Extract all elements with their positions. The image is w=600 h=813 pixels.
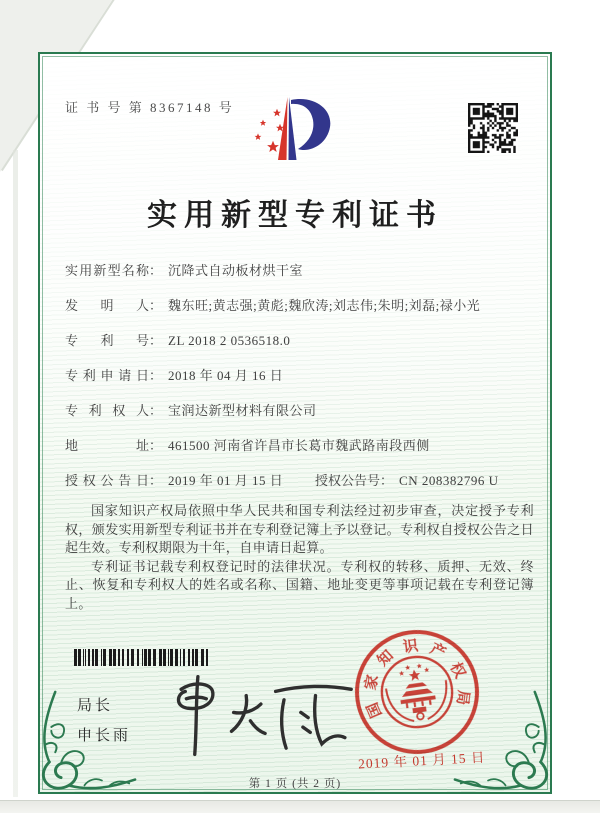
field-label: 实用新型名称 [65, 263, 149, 278]
seal-ring-char: 产 [427, 640, 448, 662]
field-colon: ： [149, 473, 163, 488]
field-colon: ： [380, 473, 394, 488]
photo-bottom-edge [0, 800, 600, 813]
field-row-patent-number [65, 330, 532, 351]
field-value: CN 208382796 U [399, 473, 499, 488]
field-label: 专利号 [65, 333, 149, 348]
grant-number-field [315, 470, 498, 491]
certificate-frame [38, 52, 552, 794]
field-list [65, 260, 532, 505]
field-row-address [65, 435, 532, 456]
corner-flourish-right-icon [452, 688, 564, 800]
field-label: 发明人 [65, 298, 149, 313]
field-colon: ： [149, 263, 163, 278]
field-label: 授权公告号 [315, 473, 381, 488]
field-label: 授权公告日 [65, 473, 149, 488]
field-label: 专利申请日 [65, 368, 149, 383]
grant-date-field [65, 473, 283, 488]
qr-code [468, 103, 518, 153]
legal-paragraph-1: 国家知识产权局依照中华人民共和国专利法经过初步审查，决定授予专利权，颁发实用新型专利证书并在专利登记簿上予以登记。专利权自授权公告之日起生效。专利权期限为十年，自申请日起算。 [65, 503, 535, 555]
page-footer: 第 1 页 (共 2 页) [248, 778, 342, 790]
field-row-filing-date [65, 365, 532, 386]
field-label: 地址 [65, 438, 149, 453]
field-value: 魏东旺;黄志强;黄彪;魏欣涛;刘志伟;朱明;刘磊;禄小光 [168, 298, 481, 313]
field-colon: ： [149, 298, 163, 313]
certificate-number: 证 书 号 第 8367148 号 [65, 100, 235, 115]
field-colon: ： [149, 333, 163, 348]
field-row-name [65, 260, 532, 281]
seal-ring-char: 识 [402, 637, 420, 656]
field-value: 宝润达新型材料有限公司 [168, 403, 317, 418]
signer-title: 局长 [77, 698, 114, 714]
legal-paragraph-2: 专利证书记载专利权登记时的法律状况。专利权的转移、质押、无效、终止、恢复和专利权人的姓名或名称、国籍、地址变更等事项记载在专利登记簿上。 [65, 558, 534, 611]
paper-left-edge [13, 150, 18, 797]
field-label: 专利权人 [65, 403, 149, 418]
field-row-inventors [65, 295, 532, 316]
field-value: 2018 年 04 月 16 日 [168, 368, 284, 383]
signer-name: 申长雨 [77, 728, 132, 744]
seal-date: 2019 年 01 月 15 日 [357, 749, 486, 772]
seal-ring-char: 权 [446, 660, 468, 682]
field-value: 2019 年 01 月 15 日 [168, 473, 284, 488]
grant-row [65, 470, 532, 491]
field-colon: ： [149, 438, 163, 453]
cnipa-logo-icon [245, 76, 349, 188]
field-value: ZL 2018 2 0536518.0 [168, 333, 291, 348]
seal-ring-char: 局 [453, 689, 472, 706]
national-emblem-icon [373, 648, 461, 736]
corner-flourish-left-icon [26, 688, 138, 800]
certificate-title: 实用新型专利证书 [147, 199, 443, 232]
seal-ring-char: 家 [363, 673, 382, 692]
field-value: 461500 河南省许昌市长葛市魏武路南段西侧 [168, 438, 430, 453]
seal-ring-char: 知 [375, 647, 397, 670]
legal-text [65, 502, 534, 613]
seal-ring-char: 国 [364, 699, 386, 720]
field-colon: ： [149, 403, 163, 418]
signature-handwriting [158, 664, 368, 764]
field-colon: ： [149, 368, 163, 383]
field-value: 沉降式自动板材烘干室 [168, 263, 304, 278]
field-row-patentee [65, 400, 532, 421]
